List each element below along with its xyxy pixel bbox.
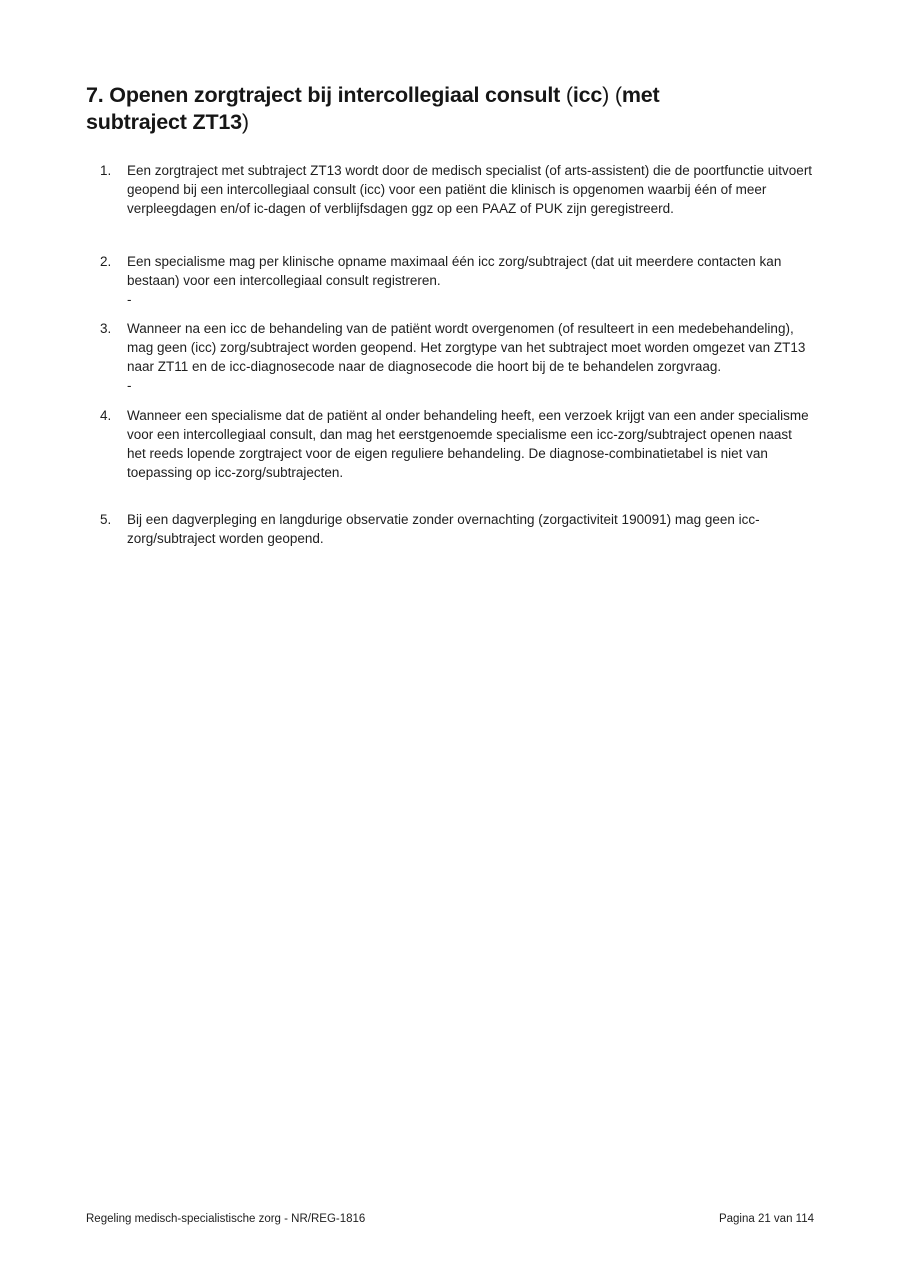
list-item [86, 252, 814, 309]
title-segment: ) ( [602, 83, 622, 107]
footer-page-number: Pagina 21 van 114 [718, 1213, 814, 1225]
list-item-text: Bij een dagverpleging en langdurige observatie zonder overnachting (zorgactiviteit 190091) mag geen icc-zorg/subtraject worden geopend. [127, 512, 760, 546]
document-body [86, 161, 814, 548]
list-item-dash: - [127, 378, 132, 393]
list-item-body [127, 161, 814, 218]
list-item-number: 1. [100, 163, 112, 178]
list-item-number: 2. [100, 254, 112, 269]
footer-document-reference: Regeling medisch-specialistische zorg - NR/REG-1816 [86, 1213, 366, 1225]
list-item-text: Een specialisme mag per klinische opname maximaal één icc zorg/subtraject (dat uit meerdere contacten kan bestaan) voor een intercollegiaal consult registreren. [127, 254, 782, 288]
list-item-number: 3. [100, 321, 112, 336]
list-item-text: Wanneer na een icc de behandeling van de patiënt wordt overgenomen (of resulteert in een medebehandeling), mag geen (icc) zorg/subtraject worden geopend. Het zorgtype van het subtraject moet worden omgezet van ZT13 naar ZT11 en de icc-diagnosecode naar de diagnosecode die hoort bij de te behandelen zorgvraag. [127, 321, 806, 374]
list-item-body [127, 252, 814, 309]
title-segment: 7. Openen zorgtraject bij intercollegiaal consult [86, 83, 566, 107]
list-item-number: 4. [100, 408, 112, 423]
list-item [86, 406, 814, 482]
list-item [86, 161, 814, 218]
page-title [86, 82, 786, 136]
title-segment: ) [241, 110, 249, 134]
title-segment: ( [565, 83, 573, 107]
list-item-dash: - [127, 292, 132, 307]
list-item-text: Een zorgtraject met subtraject ZT13 wordt door de medisch specialist (of arts-assistent) die de poortfunctie uitvoert geopend bij een intercollegiaal consult (icc) voor een patiënt die klinisch is opgenomen waarbij één of meer verpleegdagen en/of ic-dagen of verblijfsdagen ggz op een PAAZ of PUK zijn geregistreerd. [127, 163, 813, 216]
title-segment: met [621, 83, 660, 107]
page-footer [86, 1212, 814, 1227]
title-segment: icc [572, 83, 603, 107]
list-item-number: 5. [100, 512, 112, 527]
list-item-body [127, 406, 814, 482]
list-item-body [127, 319, 814, 395]
list-item [86, 510, 814, 548]
list-item-text: Wanneer een specialisme dat de patiënt al onder behandeling heeft, een verzoek krijgt van een ander specialisme voor een intercollegiaal consult, dan mag het eerstgenoemde specialisme een icc-zorg/subtraject openen naast het reeds lopende zorgtraject voor de eigen reguliere behandeling. De diagnose-combinatietabel is niet van toepassing op icc-zorg/subtrajecten. [127, 408, 809, 480]
title-segment: subtraject ZT13 [86, 110, 242, 134]
numbered-list [86, 161, 814, 548]
list-item [86, 319, 814, 395]
list-item-body [127, 510, 814, 548]
